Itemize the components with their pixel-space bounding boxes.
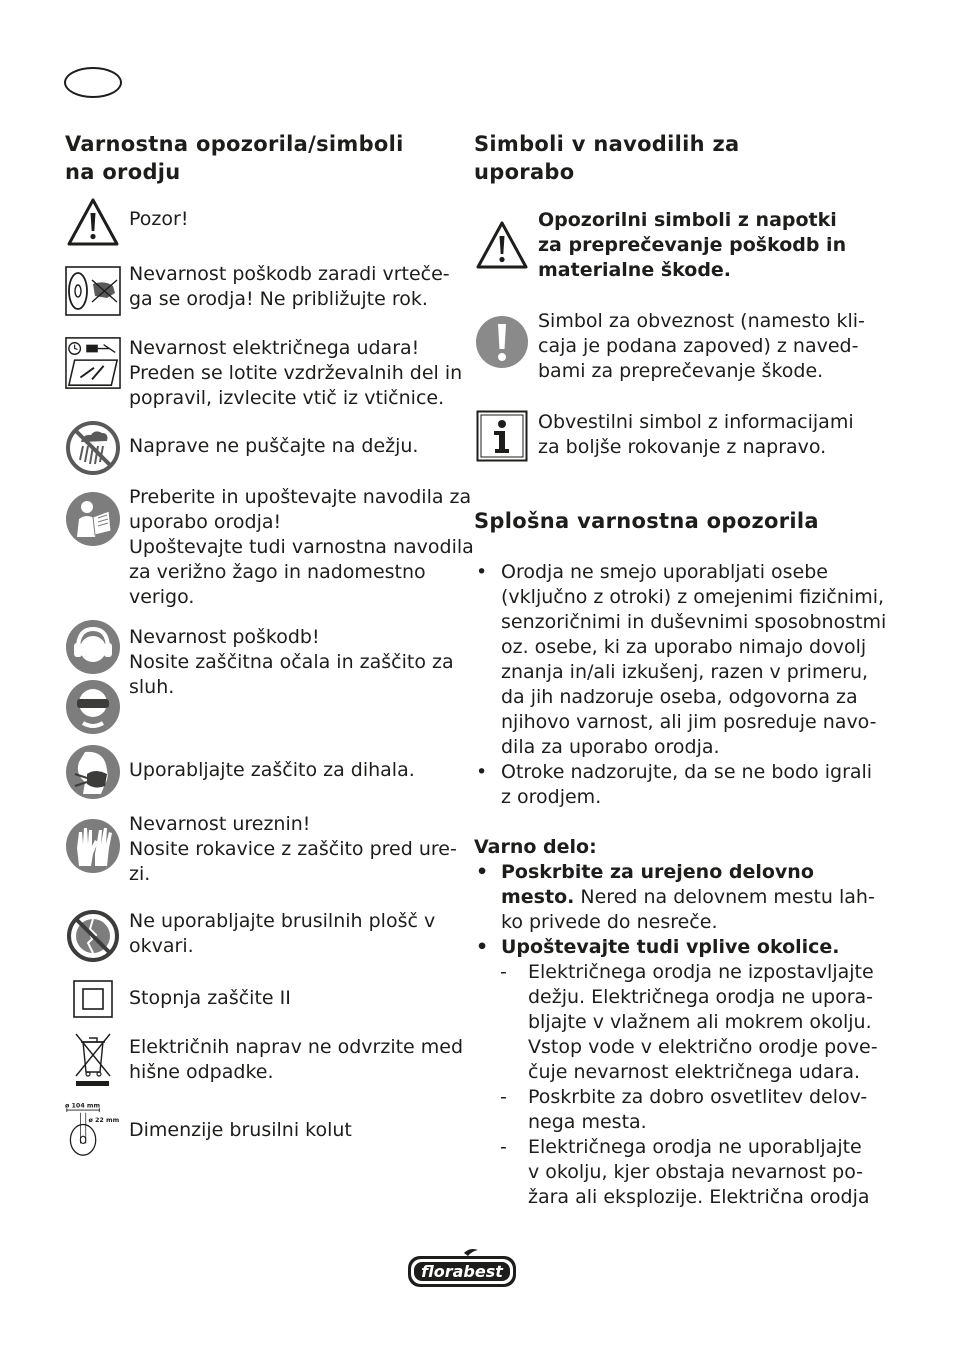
- symbol-text: Nosite rokavice z zaščito pred ure-: [129, 838, 457, 860]
- symbol-text: zi.: [129, 863, 151, 885]
- left-column: [65, 130, 474, 1141]
- sub-list-item-text: v okolju, kjer obstaja nevarnost po-: [528, 1161, 864, 1183]
- sub-list-item-text: Poskrbite za dobro osvetlitev delov-: [528, 1086, 868, 1108]
- symbol-text: uporabo orodja!: [129, 511, 282, 533]
- bullet-mark: •: [476, 761, 488, 783]
- symbol-text: Stopnja zaščite II: [129, 987, 291, 1009]
- right-heading: [474, 130, 874, 186]
- hearing-and-eye-protection-icon: [65, 619, 121, 735]
- sub-list-item-text: Električnega orodja ne uporabljajte: [528, 1136, 862, 1158]
- dash-mark: -: [500, 1136, 507, 1158]
- symbol-text: Preberite in upoštevajte navodila za: [129, 486, 472, 508]
- symbol-text: Pozor!: [129, 208, 189, 230]
- symbol-text: Uporabljajte zaščito za dihala.: [129, 759, 415, 781]
- left-heading: [65, 130, 450, 186]
- warning-triangle-icon: [474, 220, 530, 270]
- symbol-text: Nevarnost poškodb zaradi vrteče-: [129, 263, 450, 285]
- symbol-text: za preprečevanje poškodb in: [538, 234, 847, 256]
- weee-crossed-bin-icon: [65, 1032, 121, 1088]
- symbol-text: hišne odpadke.: [129, 1061, 274, 1083]
- right-heading-line: uporabo: [474, 160, 575, 184]
- list-item-text: (vključno z otroki) z omejenimi fizičnimi,: [501, 586, 885, 608]
- safe-work-heading: Varno delo:: [474, 836, 597, 858]
- symbol-text: popravil, izvlecite vtič iz vtičnice.: [129, 387, 445, 409]
- symbol-text: Nevarnost ureznin!: [129, 813, 311, 835]
- list-item-text: Orodja ne smejo uporabljati osebe: [501, 561, 828, 583]
- left-heading-line: na orodju: [65, 160, 181, 184]
- symbol-text: verigo.: [129, 586, 195, 608]
- symbol-text: Naprave ne puščajte na dežju.: [129, 435, 419, 457]
- florabest-logo: [406, 1247, 518, 1289]
- list-item-text: znanja in/ali izkušenj, razen v primeru,: [501, 661, 869, 683]
- general-safety-list: [474, 560, 887, 1210]
- gloves-icon: [65, 818, 121, 874]
- symbol-text: bami za preprečevanje škode.: [538, 360, 824, 382]
- symbol-text: Simbol za obveznost (namesto kli-: [538, 310, 865, 332]
- symbol-text: Nevarnost poškodb!: [129, 626, 320, 648]
- dash-mark: -: [500, 961, 507, 983]
- rotating-tool-icon: [65, 266, 121, 316]
- general-safety-heading: Splošna varnostna opozorila: [474, 509, 819, 533]
- symbol-text: caja je podana zapoved) z naved-: [538, 335, 859, 357]
- list-item-text: z orodjem.: [501, 786, 602, 808]
- symbol-text: Obvestilni simbol z informacijami: [538, 411, 854, 433]
- symbol-text: za verižno žago in nadomestno: [129, 561, 426, 583]
- sub-list-item-text: nega mesta.: [528, 1111, 647, 1133]
- no-damaged-disc-icon: [65, 909, 121, 963]
- symbol-text: sluh.: [129, 676, 175, 698]
- dash-mark: -: [500, 1086, 507, 1108]
- sub-list-item-text: Vstop vode v električno orodje pove-: [528, 1036, 878, 1058]
- sub-list-item-text: Električnega orodja ne izpostavljajte: [528, 961, 874, 983]
- symbol-text: Električnih naprav ne odvrzite med: [129, 1036, 464, 1058]
- list-item-text: da jih nadzoruje oseba, odgovorna za: [501, 686, 858, 708]
- symbol-text: Nevarnost električnega udara!: [129, 337, 420, 359]
- symbol-text: okvari.: [129, 935, 194, 957]
- symbol-text: Opozorilni simboli z napotki: [538, 209, 837, 231]
- list-item-text: mesto.: [501, 886, 575, 908]
- language-code-oval: [64, 67, 122, 98]
- symbol-text: Nosite zaščitna očala in zaščito za: [129, 651, 454, 673]
- list-item-text: dila za uporabo orodja.: [501, 736, 720, 758]
- sub-list-item: [474, 1135, 874, 1210]
- right-column: [474, 130, 887, 1208]
- list-item-text: Upoštevajte tudi vplive okolice.: [501, 936, 840, 958]
- inner-diameter-label: ø 22 mm: [88, 1116, 120, 1124]
- list-item-text: oz. osebe, ki za uporabo nimajo dovolj: [501, 636, 867, 658]
- symbol-text: za boljše rokovanje z napravo.: [538, 436, 827, 458]
- sub-list-item: [474, 1085, 874, 1135]
- unplug-before-maintenance-icon: [65, 336, 121, 390]
- information-icon: [474, 410, 530, 462]
- symbol-text: Upoštevajte tudi varnostna navodila: [129, 536, 474, 558]
- sub-list-item-text: čuje nevarnost električnega udara.: [528, 1061, 861, 1083]
- sub-list-item: [474, 960, 878, 1085]
- mandatory-symbol-icon: [474, 315, 530, 369]
- warning-triangle-icon: [65, 197, 121, 247]
- list-item: [474, 860, 874, 935]
- sub-list-item-text: bljajte v vlažnem ali mokrem okolju.: [528, 1011, 872, 1033]
- sub-list-item-text: žara ali eksplozije. Električna orodja: [528, 1186, 870, 1208]
- no-rain-icon: [65, 420, 121, 476]
- respiratory-protection-icon: [65, 744, 121, 800]
- list-item-text: ko privede do nesreče.: [501, 911, 718, 933]
- bullet-mark: •: [476, 936, 489, 958]
- list-item: [474, 935, 874, 960]
- list-item-text: senzoričnimi in duševnimi sposobnostmi: [501, 611, 887, 633]
- outer-diameter-label: ø 104 mm: [65, 1102, 101, 1110]
- bullet-mark: •: [476, 561, 488, 583]
- symbol-text: Dimenzije brusilni kolut: [129, 1119, 352, 1141]
- list-item-text: Otroke nadzorujte, da se ne bodo igrali: [501, 761, 873, 783]
- list-item-text: Poskrbite za urejeno delovno: [501, 861, 814, 883]
- symbol-text: Preden se lotite vzdrževalnih del in: [129, 362, 463, 384]
- left-heading-line: Varnostna opozorila/simboli: [65, 132, 404, 156]
- bullet-mark: •: [476, 861, 489, 883]
- symbol-text: Ne uporabljajte brusilnih plošč v: [129, 910, 436, 932]
- protection-class-ii-icon: [65, 980, 121, 1018]
- read-manual-icon: [65, 491, 121, 547]
- brand-text: florabest: [421, 1262, 503, 1281]
- symbol-text: materialne škode.: [538, 259, 732, 281]
- symbol-text: ga se orodja! Ne približujte rok.: [129, 288, 428, 310]
- disc-dimensions-icon: [65, 1097, 121, 1161]
- list-item: [474, 760, 874, 810]
- list-item: [474, 560, 887, 760]
- list-item-text: Nered na delovnem mestu lah-: [574, 886, 875, 908]
- sub-list-item-text: dežju. Električnega orodja ne upora-: [528, 986, 874, 1008]
- right-heading-line: Simboli v navodilih za: [474, 132, 740, 156]
- list-item-text: njihovo varnost, ali jim posreduje navo-: [501, 711, 877, 733]
